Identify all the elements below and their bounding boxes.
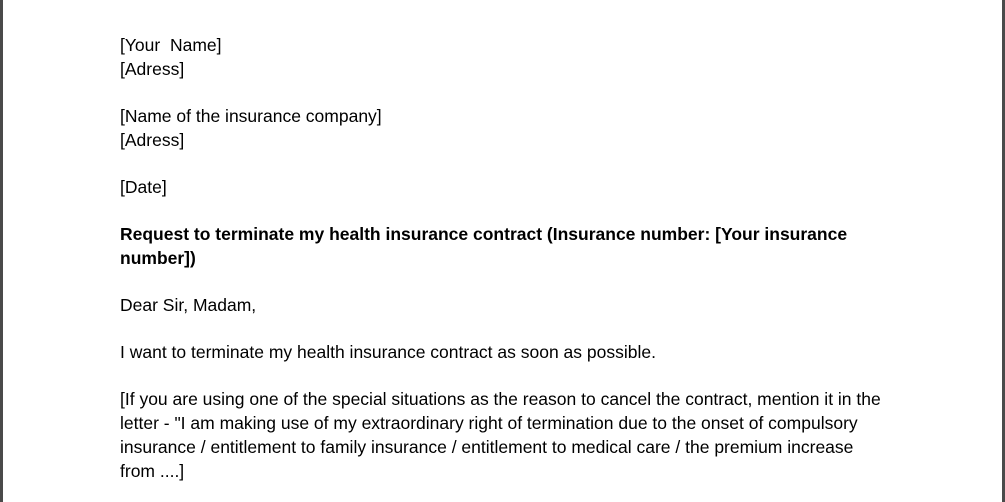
body-intro-paragraph: I want to terminate my health insurance contract as soon as possible.	[120, 342, 656, 362]
recipient-address: [Adress]	[120, 130, 185, 150]
special-situations-paragraph: [If you are using one of the special situations as the reason to cancel the contract, mention it in the letter - "I am making use of my extraordinary right of termination due to the onset of compulsory insurance / entitlement to family insurance / entitlement to medical care / the premium increase from ....]	[120, 389, 881, 481]
salutation: Dear Sir, Madam,	[120, 295, 257, 315]
sender-name: [Your Name]	[120, 35, 222, 55]
spacer	[120, 81, 890, 104]
sender-address: [Adress]	[120, 59, 185, 79]
spacer	[120, 317, 890, 340]
spacer	[120, 152, 890, 175]
letter-content	[120, 33, 890, 483]
recipient-company: [Name of the insurance company]	[120, 106, 382, 126]
spacer	[120, 199, 890, 222]
spacer	[120, 364, 890, 387]
page-left-border	[0, 0, 3, 502]
letter-date: [Date]	[120, 177, 167, 197]
spacer	[120, 270, 890, 293]
letter-subject: Request to terminate my health insurance contract (Insurance number: [Your insurance number])	[120, 224, 848, 268]
